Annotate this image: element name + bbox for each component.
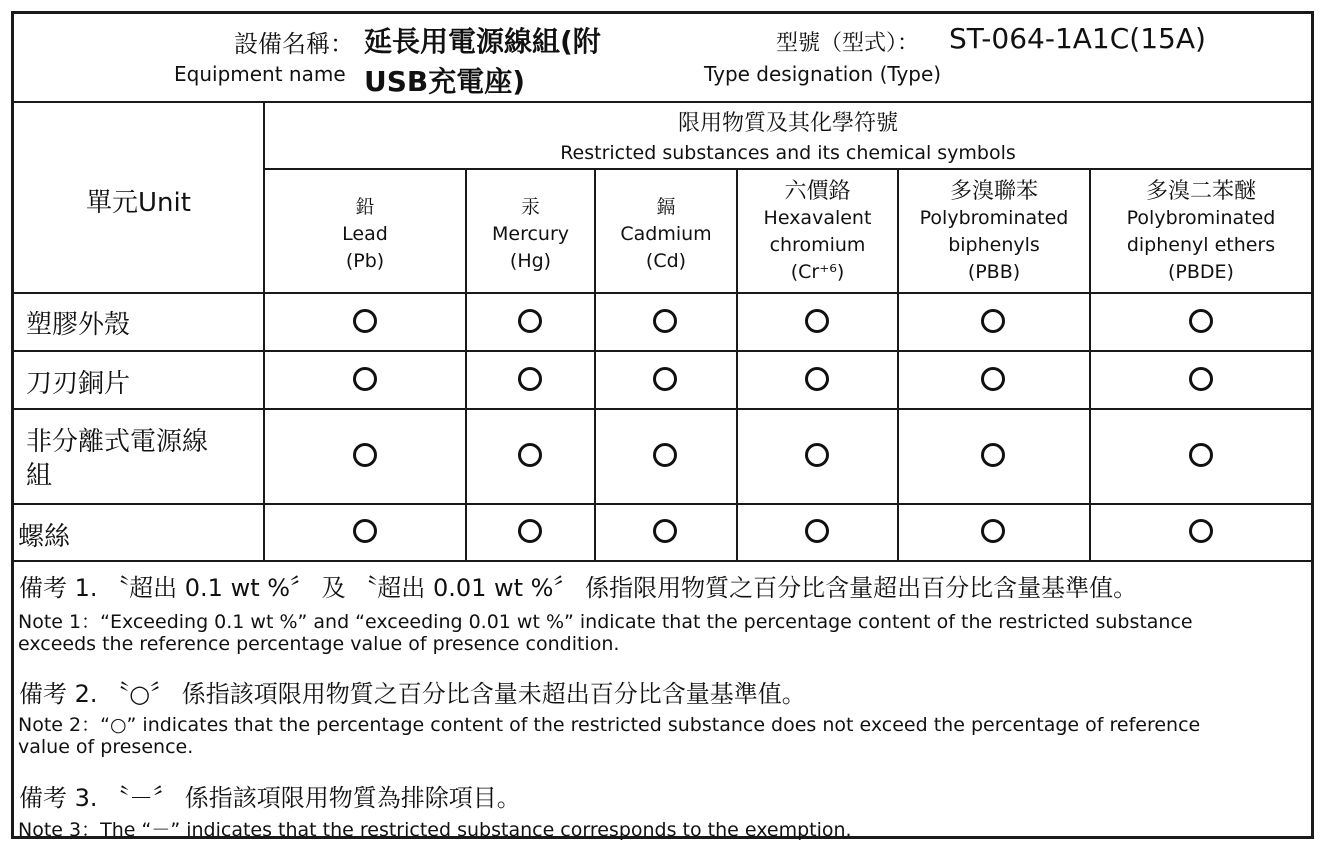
compliance-circle-mark <box>518 443 542 467</box>
compliance-circle-mark <box>353 367 377 391</box>
compliance-circle-mark <box>518 367 542 391</box>
compliance-circle-mark <box>981 309 1005 333</box>
substance-header-pbb <box>899 178 1089 286</box>
compliance-circle-mark <box>1189 309 1213 333</box>
equipment-name-value-line2: USB充電座) <box>364 65 526 98</box>
compliance-circle-mark <box>653 443 677 467</box>
substance-name-zh: 汞 <box>520 196 540 218</box>
substance-name-en-line2: diphenyl ethers <box>1126 234 1276 256</box>
substance-name-en-line2: chromium <box>769 234 866 256</box>
substance-symbol: (Cd) <box>645 250 687 272</box>
unit-row-label-line2: 組 <box>26 461 53 491</box>
substance-name-en: Polybrominated <box>919 207 1069 229</box>
substance-name-en-line2: biphenyls <box>948 234 1040 256</box>
equipment-name-label-zh: 設備名稱： <box>234 30 354 58</box>
compliance-circle-mark <box>653 367 677 391</box>
note-2-en: Note 2：“○” indicates that the percentage content of the restricted substance does not exceed the percentage of reference <box>18 714 1201 736</box>
substances-group-header-zh: 限用物質及其化學符號 <box>677 111 898 136</box>
substance-header-pbde <box>1091 178 1311 286</box>
note-3-zh: 備考 3. 〝－〞 係指該項限用物質為排除項目。 <box>19 784 521 812</box>
compliance-circle-mark <box>353 443 377 467</box>
unit-row-label: 非分離式電源線 <box>26 427 209 457</box>
compliance-circle-mark <box>805 367 829 391</box>
row-divider <box>14 101 1311 103</box>
compliance-circle-mark <box>518 519 542 543</box>
substance-name-en: Hexavalent <box>763 207 872 229</box>
compliance-circle-mark <box>981 367 1005 391</box>
note-1-zh: 備考 1. 〝超出 0.1 wt %〞 及 〝超出 0.01 wt %〞 係指限用物質之百分比含量超出百分比含量基準值。 <box>19 574 1138 602</box>
type-designation-label-en: Type designation (Type) <box>704 62 942 86</box>
compliance-circle-mark <box>518 309 542 333</box>
substance-name-en: Cadmium <box>620 223 712 245</box>
substance-name-zh: 鎘 <box>656 196 676 218</box>
note-3-en: Note 3：The “－” indicates that the restricted substance corresponds to the exemption. <box>18 819 852 841</box>
substance-header-mercury <box>467 194 594 275</box>
row-divider <box>14 292 1311 294</box>
compliance-circle-mark <box>1189 367 1213 391</box>
compliance-circle-mark <box>981 519 1005 543</box>
compliance-circle-mark <box>653 519 677 543</box>
unit-row-label: 刀刃銅片 <box>26 369 131 399</box>
type-designation-label-zh: 型號（型式）： <box>776 31 920 56</box>
unit-column-header: 單元Unit <box>86 188 191 218</box>
substance-symbol: (Pb) <box>345 250 385 272</box>
type-designation-value: ST-064-1A1C(15A) <box>949 22 1206 55</box>
substance-name-zh: 鉛 <box>355 196 375 218</box>
note-1-en-line2: exceeds the reference percentage value of presence condition. <box>18 633 620 655</box>
compliance-circle-mark <box>805 519 829 543</box>
compliance-circle-mark <box>1189 519 1213 543</box>
compliance-circle-mark <box>805 309 829 333</box>
substances-group-header-en: Restricted substances and its chemical symbols <box>560 142 1016 164</box>
unit-row-label: 螺絲 <box>18 522 71 552</box>
compliance-circle-mark <box>1189 443 1213 467</box>
substance-header-cadmium <box>596 194 736 275</box>
compliance-circle-mark <box>353 519 377 543</box>
note-2-zh: 備考 2. 〝○〞 係指該項限用物質之百分比含量未超出百分比含量基準值。 <box>19 680 806 708</box>
compliance-circle-mark <box>353 309 377 333</box>
note-1-en: Note 1：“Exceeding 0.1 wt %” and “exceeding 0.01 wt %” indicate that the percentage content of the restricted substance <box>18 611 1193 633</box>
equipment-name-value: 延長用電源線組(附 <box>364 25 601 58</box>
substance-name-zh: 六價鉻 <box>784 179 851 204</box>
substance-name-en: Lead <box>342 223 388 245</box>
substance-name-zh: 多溴二苯醚 <box>1145 179 1256 204</box>
substance-header-lead <box>265 194 465 275</box>
equipment-name-label-en: Equipment name <box>174 62 346 86</box>
compliance-circle-mark <box>981 443 1005 467</box>
row-divider <box>14 408 1311 410</box>
compliance-circle-mark <box>653 309 677 333</box>
substance-symbol: (PBB) <box>967 261 1021 283</box>
substance-name-en: Polybrominated <box>1126 207 1276 229</box>
row-divider <box>14 350 1311 352</box>
note-2-en-line2: value of presence. <box>18 736 194 758</box>
substance-name-en: Mercury <box>491 223 570 245</box>
substance-symbol: (Cr⁺⁶) <box>790 261 845 283</box>
compliance-circle-mark <box>805 443 829 467</box>
substance-name-zh: 多溴聯苯 <box>949 179 1038 204</box>
row-divider <box>265 168 1311 170</box>
row-divider <box>14 560 1311 562</box>
substance-symbol: (Hg) <box>509 250 552 272</box>
substance-header-hexavalent-chromium <box>738 178 897 286</box>
row-divider <box>14 503 1311 505</box>
substance-symbol: (PBDE) <box>1168 261 1234 283</box>
unit-row-label: 塑膠外殼 <box>26 310 131 340</box>
rohs-declaration-table <box>11 11 1314 839</box>
column-divider <box>263 101 265 562</box>
